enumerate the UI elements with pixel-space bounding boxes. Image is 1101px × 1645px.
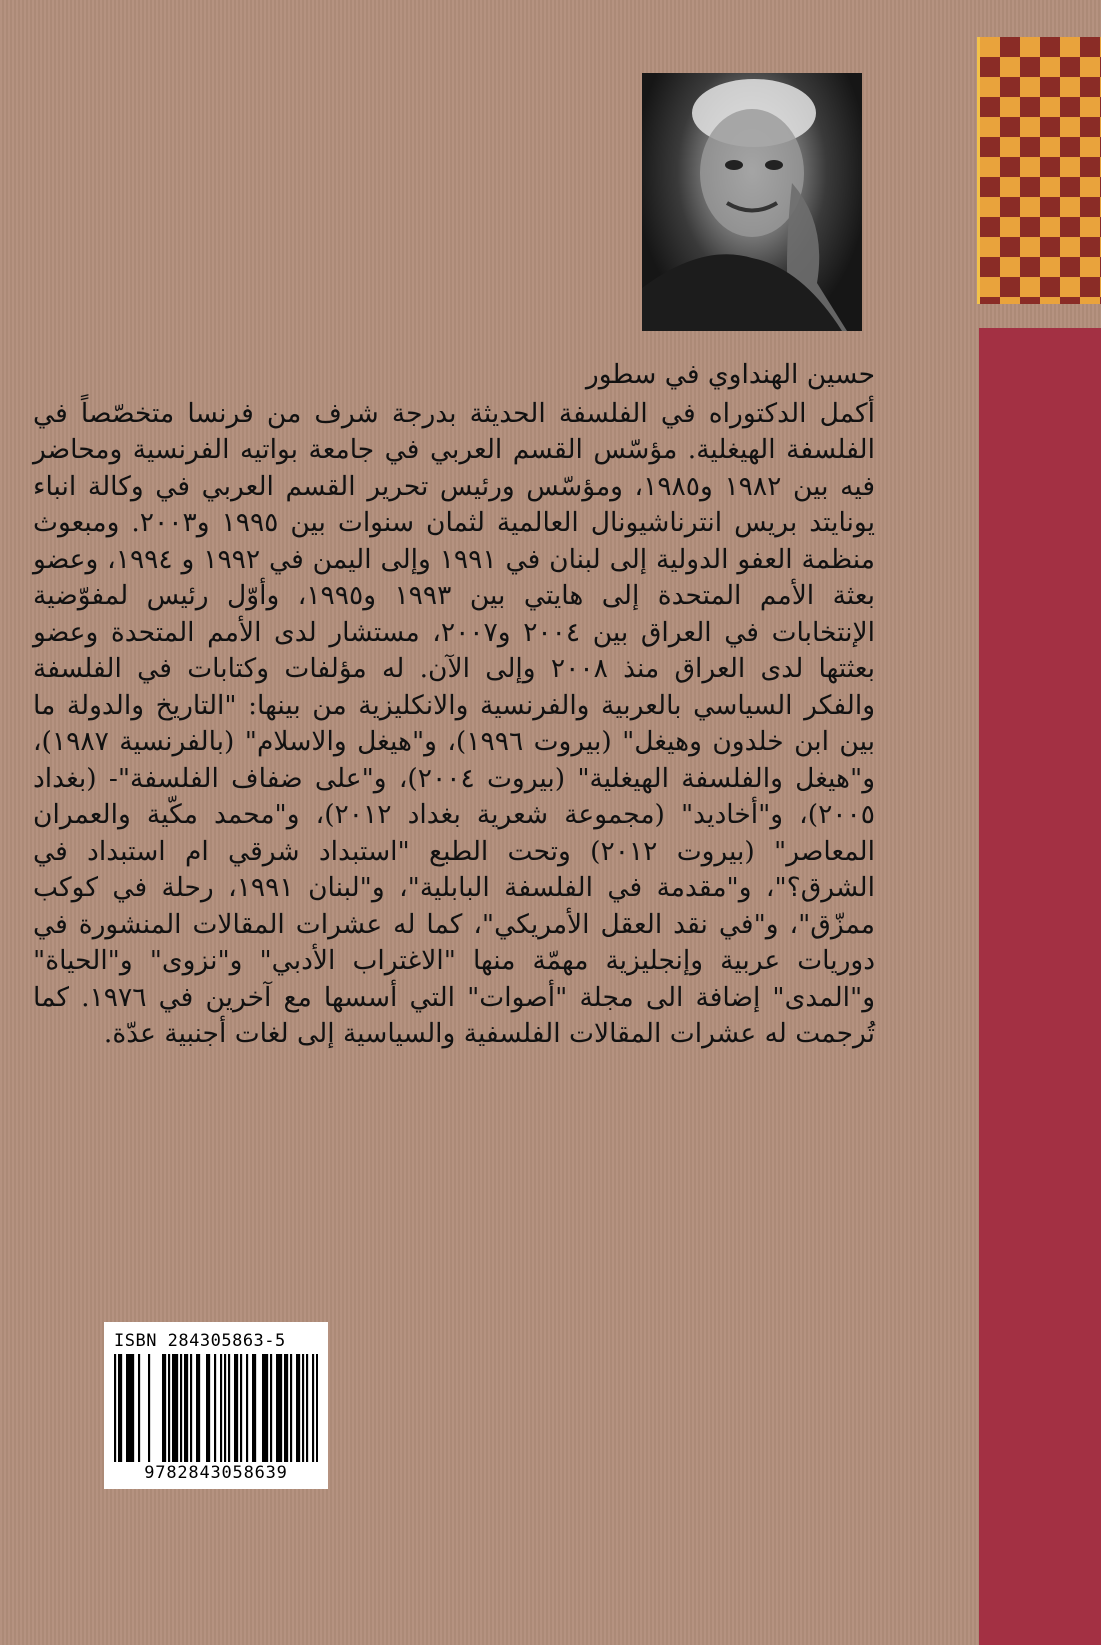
barcode-box [104,1322,328,1489]
barcode-bar [130,1354,132,1462]
author-bio-block [33,357,875,1053]
barcode-bar [190,1354,192,1462]
barcode-bar [206,1354,208,1462]
barcode-bar [208,1354,210,1462]
barcode-bar [184,1354,186,1462]
barcode-bar [118,1354,120,1462]
barcode-bar [168,1354,170,1462]
barcode-bar [286,1354,288,1462]
barcode-bar [266,1354,268,1462]
barcode-bar [114,1354,116,1462]
bio-paragraph: أكمل الدكتوراه في الفلسفة الحديثة بدرجة شرف من فرنسا متخصّصاً في الفلسفة الهيغلية. مؤسّس القسم العربي في جامعة بواتيه الفرنسية ومحاضر فيه بين ١٩٨٢ و١٩٨٥، ومؤسّس ورئيس تحرير القسم العربي في وكالة انباء يونايتد بريس انترناشيونال العالمية لثمان سنوات بين ١٩٩٥ و٢٠٠٣. ومبعوث منظمة العفو الدولية إلى لبنان في ١٩٩١ وإلى اليمن في ١٩٩٢ و ١٩٩٤، وعضو بعثة الأمم المتحدة إلى هايتي بين ١٩٩٣ و١٩٩٥، وأوّل رئيس لمفوّضية الإنتخابات في العراق بين ٢٠٠٤ و٢٠٠٧، مستشار لدى الأمم المتحدة وعضو بعثتها لدى العراق منذ ٢٠٠٨ وإلى الآن. له مؤلفات وكتابات في الفلسفة والفكر السياسي بالعربية والفرنسية والانكليزية من بينها: "التاريخ والدولة ما بين ابن خلدون وهيغل" (بيروت ١٩٩٦)، و"هيغل والاسلام" (بالفرنسية ١٩٨٧)، و"هيغل والفلسفة الهيغلية" (بيروت ٢٠٠٤)، و"على ضفاف الفلسفة"- (بغداد ٢٠٠٥)، و"أخاديد" (مجموعة شعرية بغداد ٢٠١٢)، و"محمد مكّية والعمران المعاصر" (بيروت ٢٠١٢) وتحت الطبع "استبداد شرقي ام استبداد في الشرق؟"، و"مقدمة في الفلسفة البابلية"، و"لبنان ١٩٩١، رحلة في كوكب ممزّق"، و"في نقد العقل الأمريكي"، كما له عشرات المقالات المنشورة في دوريات عربية وإنجليزية مهمّة منها "الاغتراب الأدبي" و"نزوى" و"الحياة" و"المدى" إضافة الى مجلة "أصوات" التي أسسها مع آخرين في ١٩٧٦. كما تُرجمت له عشرات المقالات الفلسفية والسياسية إلى لغات أجنبية عدّة. [33,397,876,1049]
ean-digits: 9782843058639 [144,1463,288,1483]
barcode-bar [214,1354,216,1462]
portrait-silhouette [642,73,862,331]
barcode-bar [138,1354,140,1462]
barcode-bar [246,1354,248,1462]
barcode-bar [236,1354,238,1462]
barcode-bar [180,1354,182,1462]
barcode-bar [276,1354,278,1462]
barcode-bar [280,1354,282,1462]
red-spine-stripe [979,328,1101,1645]
barcode-bar [174,1354,176,1462]
barcode-bar [128,1354,130,1462]
barcode-bar [284,1354,286,1462]
barcode-bar [252,1354,254,1462]
barcode-bar [298,1354,300,1462]
author-portrait-photo [642,73,862,331]
barcode-bar [132,1354,134,1462]
chessboard-cover-art [977,37,1101,304]
barcode-bar [262,1354,264,1462]
barcode-bar [224,1354,226,1462]
barcode-bar [198,1354,200,1462]
barcode-bar [302,1354,304,1462]
barcode-bars [114,1354,318,1462]
barcode-bar [278,1354,280,1462]
barcode-bar [220,1354,222,1462]
barcode-bar [126,1354,128,1462]
isbn-label: ISBN 284305863-5 [114,1331,286,1351]
barcode-bar [306,1354,308,1462]
barcode-bar [164,1354,166,1462]
barcode-bar [162,1354,164,1462]
barcode-bar [264,1354,266,1462]
barcode-bar [254,1354,256,1462]
barcode-bar [120,1354,122,1462]
barcode-bar [312,1354,314,1462]
barcode-bar [316,1354,318,1462]
barcode-bar [196,1354,198,1462]
barcode-bar [296,1354,298,1462]
barcode-bar [228,1354,230,1462]
barcode-bar [234,1354,236,1462]
bio-title: حسين الهنداوي في سطور [585,359,875,390]
barcode-bar [290,1354,292,1462]
barcode-bar [172,1354,174,1462]
barcode-bar [240,1354,242,1462]
barcode-bar [176,1354,178,1462]
barcode-bar [186,1354,188,1462]
barcode-bar [270,1354,272,1462]
barcode-bar [148,1354,150,1462]
